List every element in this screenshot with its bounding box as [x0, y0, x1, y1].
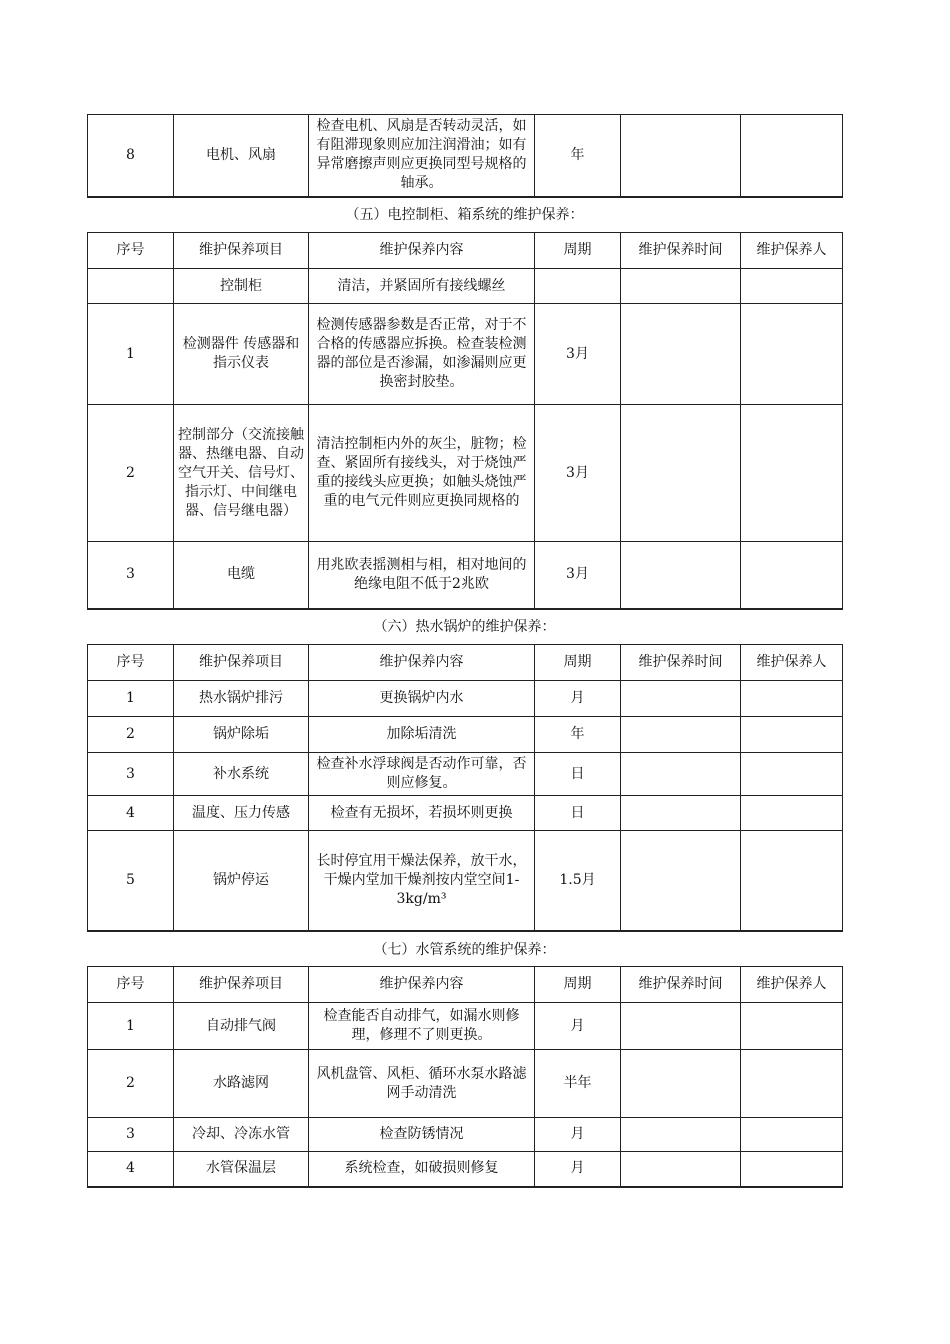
header-row — [88, 645, 843, 681]
maintenance-period: 3月 — [535, 304, 621, 405]
maintenance-period — [535, 269, 621, 304]
maintenance-period: 年 — [535, 115, 621, 197]
maintenance-time — [621, 1050, 741, 1118]
header-person: 维护保养人 — [741, 645, 843, 681]
maintenance-item: 锅炉除垢 — [174, 717, 309, 753]
maintenance-content: 用兆欧表摇测相与相，相对地间的绝缘电阻不低于2兆欧 — [309, 542, 535, 609]
maintenance-person — [741, 1152, 843, 1187]
maintenance-content: 清洁控制柜内外的灰尘，脏物；检查、紧固所有接线头，对于烧蚀严重的接线头应更换；如触头烧蚀严重的电气元件则应更换同规格的 — [309, 405, 535, 542]
maintenance-item: 控制部分（交流接触器、热继电器、自动空气开关、信号灯、指示灯、中间继电器、信号继电器） — [174, 405, 309, 542]
row-number — [88, 269, 174, 304]
maintenance-period: 日 — [535, 753, 621, 796]
table-row — [88, 1003, 843, 1050]
maintenance-person — [741, 753, 843, 796]
maintenance-item: 控制柜 — [174, 269, 309, 304]
row-number: 2 — [88, 1050, 174, 1118]
maintenance-content: 风机盘管、风柜、循环水泵水路滤网手动清洗 — [309, 1050, 535, 1118]
header-person: 维护保养人 — [741, 233, 843, 269]
header-item: 维护保养项目 — [174, 967, 309, 1003]
maintenance-period: 1.5月 — [535, 831, 621, 931]
header-item: 维护保养项目 — [174, 233, 309, 269]
maintenance-person — [741, 542, 843, 609]
header-period: 周期 — [535, 967, 621, 1003]
row-number: 3 — [88, 542, 174, 609]
table-row — [88, 1152, 843, 1187]
table-row — [88, 269, 843, 304]
table-row — [88, 753, 843, 796]
header-item: 维护保养项目 — [174, 645, 309, 681]
maintenance-content: 检查电机、风扇是否转动灵活，如有阻滞现象则应加注润滑油；如有异常磨擦声则应更换同型号规格的轴承。 — [309, 115, 535, 197]
maintenance-item: 温度、压力传感 — [174, 796, 309, 831]
maintenance-time — [621, 405, 741, 542]
maintenance-person — [741, 1118, 843, 1152]
maintenance-content: 检查防锈情况 — [309, 1118, 535, 1152]
fan-motor-table — [87, 114, 843, 198]
section-title-6: （六）热水锅炉的维护保养： — [373, 619, 556, 635]
maintenance-time — [621, 831, 741, 931]
row-number: 1 — [88, 1003, 174, 1050]
maintenance-item: 水路滤网 — [174, 1050, 309, 1118]
row-number: 1 — [88, 681, 174, 717]
maintenance-content: 检查有无损坏，若损坏则更换 — [309, 796, 535, 831]
maintenance-content: 加除垢清洗 — [309, 717, 535, 753]
maintenance-time — [621, 304, 741, 405]
row-number: 3 — [88, 753, 174, 796]
maintenance-period: 半年 — [535, 1050, 621, 1118]
maintenance-content: 长时停宜用干燥法保养，放干水，干燥内堂加干燥剂按内堂空间1-3kg/m³ — [309, 831, 535, 931]
header-no: 序号 — [88, 645, 174, 681]
maintenance-time — [621, 115, 741, 197]
maintenance-item: 水管保温层 — [174, 1152, 309, 1187]
table-row — [88, 831, 843, 931]
maintenance-person — [741, 115, 843, 197]
row-number: 2 — [88, 405, 174, 542]
maintenance-content: 检查能否自动排气，如漏水则修理，修理不了则更换。 — [309, 1003, 535, 1050]
maintenance-period: 月 — [535, 681, 621, 717]
maintenance-period: 3月 — [535, 405, 621, 542]
row-number: 1 — [88, 304, 174, 405]
maintenance-person — [741, 831, 843, 931]
maintenance-time — [621, 796, 741, 831]
row-number: 5 — [88, 831, 174, 931]
maintenance-person — [741, 717, 843, 753]
maintenance-person — [741, 405, 843, 542]
maintenance-time — [621, 542, 741, 609]
maintenance-content: 检测传感器参数是否正常，对于不合格的传感器应拆换。检查装检测器的部位是否渗漏，如渗漏则应更换密封胶垫。 — [309, 304, 535, 405]
section6-table — [87, 644, 843, 932]
maintenance-content: 系统检查，如破损则修复 — [309, 1152, 535, 1187]
table-row — [88, 796, 843, 831]
maintenance-person — [741, 1003, 843, 1050]
maintenance-item: 补水系统 — [174, 753, 309, 796]
maintenance-item: 冷却、冷冻水管 — [174, 1118, 309, 1152]
header-no: 序号 — [88, 967, 174, 1003]
maintenance-item: 电缆 — [174, 542, 309, 609]
maintenance-person — [741, 681, 843, 717]
section-title-7: （七）水管系统的维护保养： — [373, 942, 556, 958]
maintenance-time — [621, 269, 741, 304]
maintenance-period: 月 — [535, 1003, 621, 1050]
header-time: 维护保养时间 — [621, 645, 741, 681]
header-time: 维护保养时间 — [621, 233, 741, 269]
header-content: 维护保养内容 — [309, 233, 535, 269]
row-number: 3 — [88, 1118, 174, 1152]
maintenance-time — [621, 753, 741, 796]
maintenance-item: 电机、风扇 — [174, 115, 309, 197]
maintenance-item: 锅炉停运 — [174, 831, 309, 931]
maintenance-period: 月 — [535, 1152, 621, 1187]
maintenance-content: 清洁，并紧固所有接线螺丝 — [309, 269, 535, 304]
table-row — [88, 1118, 843, 1152]
table-row — [88, 405, 843, 542]
row-number: 4 — [88, 1152, 174, 1187]
table-row — [88, 717, 843, 753]
maintenance-content: 检查补水浮球阀是否动作可靠，否则应修复。 — [309, 753, 535, 796]
header-row — [88, 967, 843, 1003]
header-period: 周期 — [535, 645, 621, 681]
maintenance-content: 更换锅炉内水 — [309, 681, 535, 717]
maintenance-period: 月 — [535, 1118, 621, 1152]
maintenance-time — [621, 1152, 741, 1187]
section5-table — [87, 232, 843, 610]
maintenance-item: 热水锅炉排污 — [174, 681, 309, 717]
maintenance-item: 检测器件 传感器和指示仪表 — [174, 304, 309, 405]
header-time: 维护保养时间 — [621, 967, 741, 1003]
row-number: 4 — [88, 796, 174, 831]
table-row — [88, 115, 843, 197]
section7-table — [87, 966, 843, 1188]
maintenance-person — [741, 796, 843, 831]
header-period: 周期 — [535, 233, 621, 269]
header-person: 维护保养人 — [741, 967, 843, 1003]
maintenance-time — [621, 1003, 741, 1050]
row-number: 8 — [88, 115, 174, 197]
maintenance-time — [621, 717, 741, 753]
maintenance-person — [741, 304, 843, 405]
header-content: 维护保养内容 — [309, 967, 535, 1003]
maintenance-time — [621, 681, 741, 717]
maintenance-person — [741, 1050, 843, 1118]
header-row — [88, 233, 843, 269]
maintenance-item: 自动排气阀 — [174, 1003, 309, 1050]
table-row — [88, 1050, 843, 1118]
header-content: 维护保养内容 — [309, 645, 535, 681]
maintenance-person — [741, 269, 843, 304]
maintenance-time — [621, 1118, 741, 1152]
section-title-5: （五）电控制柜、箱系统的维护保养： — [345, 207, 584, 223]
table-row — [88, 681, 843, 717]
table-row — [88, 304, 843, 405]
maintenance-period: 日 — [535, 796, 621, 831]
row-number: 2 — [88, 717, 174, 753]
maintenance-period: 3月 — [535, 542, 621, 609]
table-row — [88, 542, 843, 609]
maintenance-period: 年 — [535, 717, 621, 753]
header-no: 序号 — [88, 233, 174, 269]
